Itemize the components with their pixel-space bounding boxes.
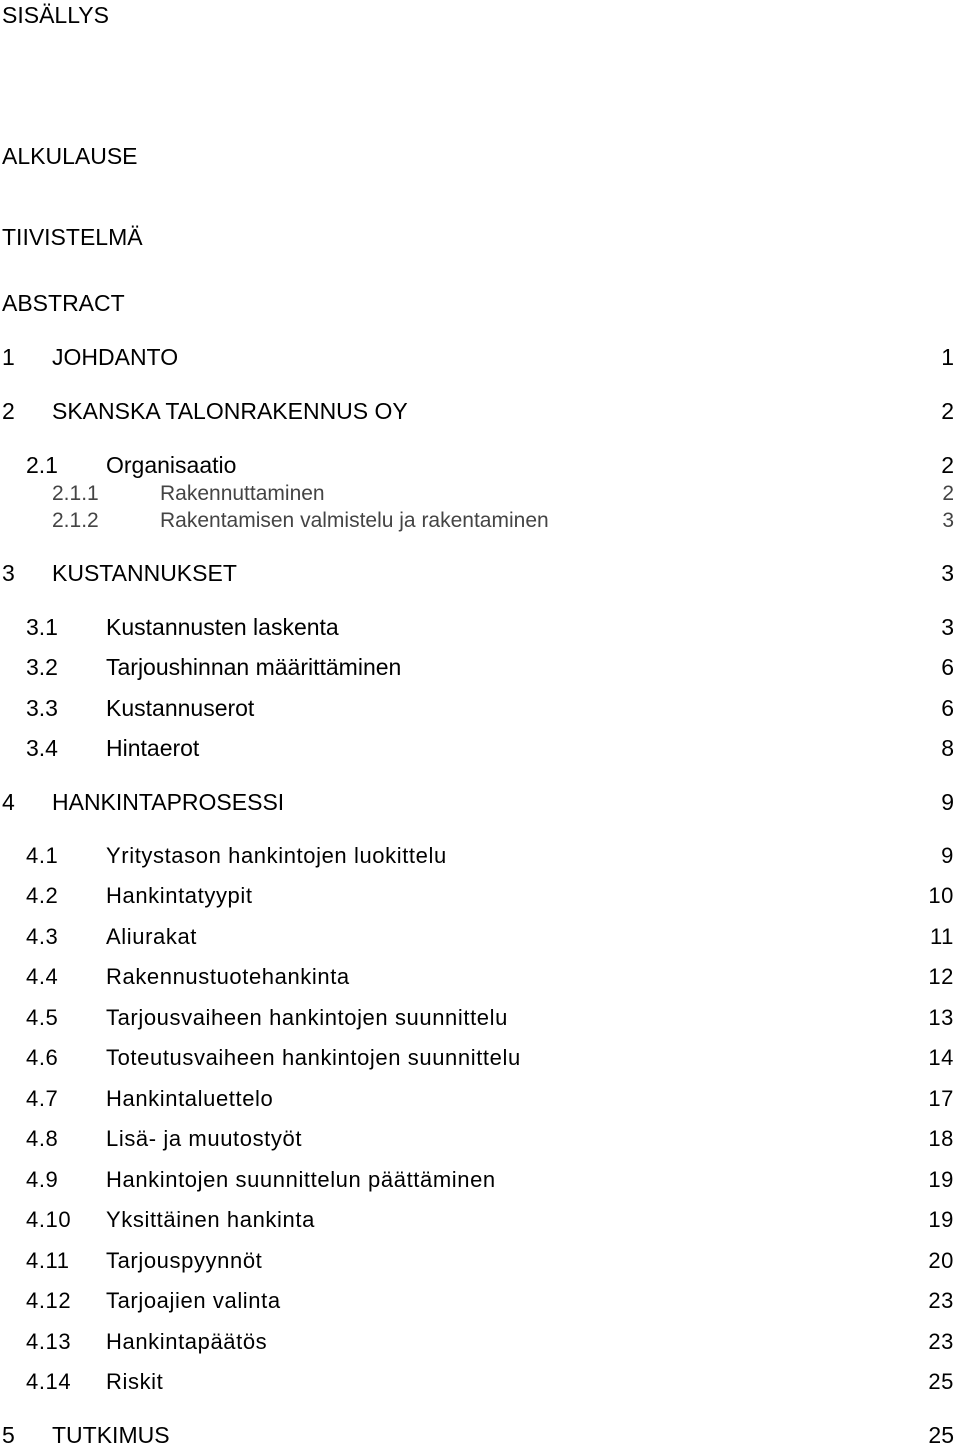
- toc-entry-title: Rakennustuotehankinta: [106, 964, 350, 989]
- toc-entry-title: Yritystason hankintojen luokittelu: [106, 843, 447, 868]
- toc-entry-page: 6: [941, 695, 954, 721]
- toc-entry-3[interactable]: [0, 558, 960, 588]
- toc-entry-5[interactable]: [0, 1420, 960, 1448]
- toc-entry-title: JOHDANTO: [52, 344, 179, 370]
- toc-entry-page: 1: [941, 344, 954, 370]
- toc-entry-number: 2: [2, 398, 15, 424]
- toc-entry-number: 4.11: [26, 1248, 70, 1273]
- toc-entry-3-4[interactable]: [0, 733, 960, 763]
- toc-entry-3-3[interactable]: [0, 693, 960, 723]
- toc-entry-page: 3: [942, 509, 954, 532]
- toc-entry-page: 17: [928, 1086, 954, 1111]
- toc-entry-number: 5: [2, 1422, 15, 1448]
- toc-entry-page: 3: [941, 560, 954, 586]
- toc-entry-number: 4.6: [26, 1045, 59, 1070]
- toc-entry-page: 23: [928, 1288, 954, 1313]
- front-matter-foreword[interactable]: ALKULAUSE: [2, 143, 138, 169]
- toc-entry-number: 3: [2, 560, 15, 586]
- toc-entry-number: 3.1: [26, 614, 58, 640]
- toc-entry-title: Tarjoajien valinta: [106, 1288, 281, 1313]
- toc-entry-title: Hankintapäätös: [106, 1329, 268, 1354]
- toc-entry-page: 2: [941, 452, 954, 478]
- toc-entry-page: 2: [942, 482, 954, 505]
- toc-entry-title: Hankintojen suunnittelun päättäminen: [106, 1167, 496, 1192]
- toc-entry-title: Organisaatio: [106, 452, 237, 478]
- toc-entry-number: 4.1: [26, 843, 59, 868]
- toc-entry-number: 4.13: [26, 1329, 72, 1354]
- toc-entry-number: 3.4: [26, 735, 58, 761]
- toc-entry-page: 25: [928, 1369, 954, 1394]
- toc-entry-page: 13: [928, 1005, 954, 1030]
- toc-entry-page: 8: [941, 735, 954, 761]
- toc-entry-4-6[interactable]: [0, 1043, 960, 1073]
- toc-entry-title: Lisä- ja muutostyöt: [106, 1126, 303, 1151]
- toc-entry-4-14[interactable]: [0, 1367, 960, 1397]
- toc-entry-page: 20: [928, 1248, 954, 1273]
- toc-entry-3-1[interactable]: [0, 612, 960, 642]
- toc-entry-title: SKANSKA TALONRAKENNUS OY: [52, 398, 408, 424]
- toc-entry-page: 11: [929, 924, 954, 949]
- toc-entry-number: 4.3: [26, 924, 59, 949]
- toc-entry-title: HANKINTAPROSESSI: [52, 789, 285, 815]
- toc-entry-number: 4: [2, 789, 15, 815]
- toc-entry-number: 4.8: [26, 1126, 59, 1151]
- toc-entry-page: 19: [928, 1167, 954, 1192]
- toc-entry-number: 4.10: [26, 1207, 72, 1232]
- toc-entry-page: 2: [941, 398, 954, 424]
- toc-entry-title: Kustannusten laskenta: [106, 614, 339, 640]
- toc-entry-1[interactable]: [0, 342, 960, 372]
- toc-entry-title: Hintaerot: [106, 735, 200, 761]
- toc-entry-title: Kustannuserot: [106, 695, 255, 721]
- toc-entry-title: Tarjouspyynnöt: [106, 1248, 263, 1273]
- toc-entry-4-7[interactable]: [0, 1084, 960, 1114]
- toc-entry-4-4[interactable]: [0, 962, 960, 992]
- toc-entry-title: Toteutusvaiheen hankintojen suunnittelu: [106, 1045, 521, 1070]
- toc-entry-number: 2.1.1: [52, 482, 99, 505]
- toc-entry-number: 2.1: [26, 452, 58, 478]
- toc-entry-4-5[interactable]: [0, 1003, 960, 1033]
- toc-entry-2-1-2[interactable]: [0, 506, 960, 536]
- toc-entry-page: 9: [941, 789, 954, 815]
- toc-entry-2[interactable]: [0, 396, 960, 426]
- toc-entry-4-13[interactable]: [0, 1327, 960, 1357]
- toc-entry-number: 4.9: [26, 1167, 59, 1192]
- toc-entry-title: Rakennuttaminen: [160, 482, 325, 505]
- toc-entry-page: 9: [941, 843, 954, 868]
- toc-entry-title: Rakentamisen valmistelu ja rakentaminen: [160, 509, 549, 532]
- toc-entry-title: Riskit: [106, 1369, 164, 1394]
- toc-entry-page: 10: [928, 883, 954, 908]
- toc-entry-title: Hankintaluettelo: [106, 1086, 274, 1111]
- toc-entry-4-8[interactable]: [0, 1124, 960, 1154]
- toc-entry-page: 6: [941, 654, 954, 680]
- toc-entry-4-2[interactable]: [0, 881, 960, 911]
- toc-entry-4[interactable]: [0, 787, 960, 817]
- toc-entry-number: 4.4: [26, 964, 59, 989]
- toc-entry-4-3[interactable]: [0, 922, 960, 952]
- toc-entry-number: 3.3: [26, 695, 58, 721]
- toc-entry-number: 2.1.2: [52, 509, 99, 532]
- toc-entry-page: 18: [928, 1126, 954, 1151]
- toc-entry-number: 4.5: [26, 1005, 59, 1030]
- toc-entry-number: 3.2: [26, 654, 58, 680]
- toc-entry-4-11[interactable]: [0, 1246, 960, 1276]
- toc-entry-3-2[interactable]: [0, 652, 960, 682]
- toc-entry-page: 12: [928, 964, 954, 989]
- toc-entry-number: 1: [2, 344, 15, 370]
- toc-entry-title: Tarjoushinnan määrittäminen: [106, 654, 402, 680]
- toc-entry-2-1-1[interactable]: [0, 479, 960, 509]
- toc-entry-number: 4.2: [26, 883, 59, 908]
- toc-entry-number: 4.7: [26, 1086, 59, 1111]
- toc-entry-page: 19: [928, 1207, 954, 1232]
- toc-entry-page: 23: [928, 1329, 954, 1354]
- toc-entry-title: Yksittäinen hankinta: [106, 1207, 315, 1232]
- toc-entry-page: 25: [928, 1422, 954, 1448]
- toc-entry-page: 14: [928, 1045, 954, 1070]
- toc-entry-4-1[interactable]: [0, 841, 960, 871]
- toc-entry-4-12[interactable]: [0, 1286, 960, 1316]
- toc-entry-4-9[interactable]: [0, 1165, 960, 1195]
- toc-entry-title: Tarjousvaiheen hankintojen suunnittelu: [106, 1005, 508, 1030]
- toc-entry-title: KUSTANNUKSET: [52, 560, 237, 586]
- toc-entry-title: Hankintatyypit: [106, 883, 253, 908]
- toc-entry-4-10[interactable]: [0, 1205, 960, 1235]
- toc-entry-title: TUTKIMUS: [52, 1422, 170, 1448]
- toc-entry-page: 3: [941, 614, 954, 640]
- toc-entry-number: 4.12: [26, 1288, 72, 1313]
- toc-title: SISÄLLYS: [2, 2, 109, 28]
- front-matter-abstract-en[interactable]: ABSTRACT: [2, 290, 125, 316]
- toc-entry-2-1[interactable]: [0, 450, 960, 480]
- toc-entry-title: Aliurakat: [106, 924, 197, 949]
- toc-entry-number: 4.14: [26, 1369, 72, 1394]
- front-matter-abstract-fi[interactable]: TIIVISTELMÄ: [2, 224, 143, 250]
